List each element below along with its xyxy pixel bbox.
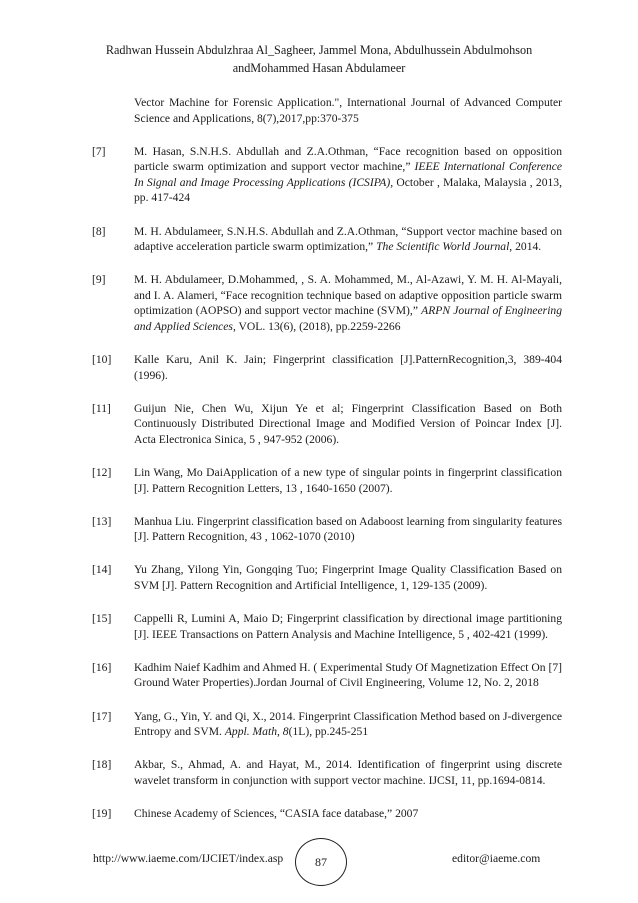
reference-segment: Kadhim Naief Kadhim and Ahmed H. ( Experimental Study Of Magnetization Effect On [7] Ground Water Properties).Jordan Journal of Civil Engineering, Volume 12, No. 2, 2018 [134, 660, 562, 690]
reference-number: [11] [92, 401, 111, 415]
reference-number: [12] [92, 466, 112, 480]
reference-segment: , [277, 725, 283, 739]
reference-italic-segment: Appl. Math [224, 725, 277, 739]
reference-text [134, 514, 562, 545]
reference-item [92, 272, 562, 334]
reference-item [92, 352, 562, 383]
reference-text [134, 224, 562, 255]
reference-text [134, 352, 562, 383]
reference-text [134, 272, 562, 334]
reference-number: [10] [92, 353, 112, 367]
reference-italic-segment: 8 [282, 725, 289, 739]
reference-segment: Chinese Academy of Sciences, “CASIA face database,” 2007 [134, 806, 419, 820]
footer-email[interactable]: editor@iaeme.com [452, 852, 541, 865]
reference-item [92, 757, 562, 788]
reference-text [134, 144, 562, 206]
reference-number: [16] [92, 660, 112, 674]
page-footer [0, 848, 638, 872]
reference-number: [7] [92, 144, 106, 158]
reference-italic-segment: IEEE International Conference In Signal and Image Processing Applications (ICSIPA), [134, 160, 562, 189]
reference-number: [13] [92, 514, 112, 528]
reference-segment: M. H. Abdulameer, D.Mohammed, , S. A. Mohammed, M., Al-Azawi, Y. M. H. Al-Mayali, and I. A. Alameri, “Face recognition technique based on adaptive opposition particle swarm optimization (AOPSO) and support vector machine (SVM),” [134, 273, 562, 318]
reference-item [92, 806, 562, 822]
reference-segment: Lin Wang, Mo DaiApplication of a new type of singular points in fingerprint classification [J]. Pattern Recognition Letters, 13 , 1640-1650 (2007). [134, 466, 562, 495]
reference-segment: Yu Zhang, Yilong Yin, Gongqing Tuo; Fingerprint Image Quality Classification Based on SVM [J]. Pattern Recognition and Artificial Intelligence, 1, 129-135 (2009). [134, 563, 562, 593]
reference-item [92, 465, 562, 496]
reference-segment: Guijun Nie, Chen Wu, Xijun Ye et al; Fingerprint Classification Based on Both Continuously Distributed Directional Image and Modified Version of Poincar Index [J]. Acta Electronica Sinica, 5 , 947-952 (2006). [134, 401, 562, 446]
reference-italic-segment: The Scientific World Journal [376, 240, 510, 254]
reference-text [134, 806, 562, 822]
reference-segment: Akbar, S., Ahmad, A. and Hayat, M., 2014. Identification of fingerprint using discrete wavelet transform in conjunction with support vector machine. IJCSI, 11, pp.1694-0814. [134, 758, 562, 787]
reference-segment: (1L), pp.245-251 [288, 725, 369, 739]
reference-text [134, 401, 562, 448]
reference-number: [9] [92, 273, 106, 287]
running-header [60, 41, 578, 77]
reference-items [92, 144, 562, 822]
reference-number: [8] [92, 224, 106, 238]
reference-number: [15] [92, 612, 112, 626]
reference-continuation [92, 95, 562, 126]
reference-number: [17] [92, 709, 112, 723]
reference-item [92, 562, 562, 593]
reference-segment: M. H. Abdulameer, S.N.H.S. Abdullah and Z.A.Othman, “Support vector machine based on adaptive acceleration particle swarm optimization,” [134, 224, 562, 254]
reference-segment: October , Malaka, Malaysia , 2013, pp. 417-424 [134, 175, 562, 205]
reference-item [92, 709, 562, 740]
reference-segment: M. Hasan, S.N.H.S. Abdullah and Z.A.Othman, “Face recognition based on opposition particle swarm optimization and support vector machine,” [134, 144, 562, 174]
reference-segment: Yang, G., Yin, Y. and Qi, X., 2014. Fingerprint Classification Method based on J-divergence Entropy and SVM. [134, 709, 562, 739]
reference-continuation-text: Vector Machine for Forensic Application.", International Journal of Advanced Computer Science and Applications, 8(7),2017,pp:370-375 [134, 96, 562, 125]
reference-segment: Kalle Karu, Anil K. Jain; Fingerprint classification [J].PatternRecognition,3, 389-404 (1996). [134, 353, 562, 382]
header-authors-line-2: andMohammed Hasan Abdulameer [232, 61, 406, 75]
footer-url[interactable]: http://www.iaeme.com/IJCIET/index.asp [93, 852, 284, 865]
reference-item [92, 224, 562, 255]
reference-text [134, 660, 562, 691]
header-authors-line-1: Radhwan Hussein Abdulzhraa Al_Sagheer, Jammel Mona, Abdulhussein Abdulmohson [105, 43, 533, 57]
reference-item [92, 611, 562, 642]
reference-text [134, 757, 562, 788]
reference-item [92, 514, 562, 545]
reference-number: [18] [92, 758, 112, 772]
reference-segment: , VOL. 13(6), (2018), pp.2259-2266 [232, 320, 401, 334]
reference-segment: , 2014. [509, 240, 542, 254]
reference-item [92, 660, 562, 691]
reference-list [92, 95, 562, 839]
reference-number: [19] [92, 806, 112, 820]
reference-segment: Manhua Liu. Fingerprint classification based on Adaboost learning from singularity features [J]. Pattern Recognition, 43 , 1062-1070 (2010) [134, 514, 562, 544]
reference-italic-segment: ARPN Journal of Engineering and Applied Sciences [134, 304, 563, 334]
reference-text [134, 562, 562, 593]
reference-text [134, 709, 562, 740]
reference-text [134, 611, 562, 642]
reference-segment: Cappelli R, Lumini A, Maio D; Fingerprint classification by directional image partitioning [J]. IEEE Transactions on Pattern Analysis and Machine Intelligence, 5 , 402-421 (1999). [134, 612, 562, 641]
reference-text [134, 465, 562, 496]
reference-number: [14] [92, 563, 112, 577]
page-number: 87 [295, 838, 347, 886]
reference-item [92, 401, 562, 448]
reference-item [92, 144, 562, 206]
